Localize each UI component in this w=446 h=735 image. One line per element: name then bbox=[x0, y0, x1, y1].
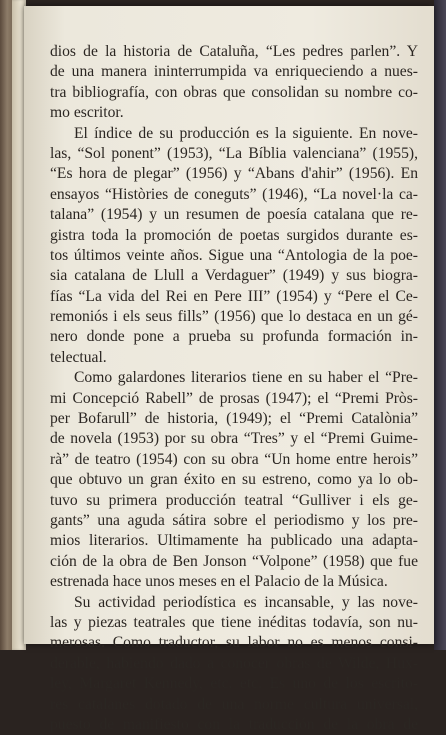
text-line: talana” (1954) y un resumen de poesía catalana que re- bbox=[50, 206, 418, 224]
text-line: Su actividad periodística es incansable, y las nove- bbox=[74, 593, 418, 611]
text-line: merosas. Como traductor, su labor no es menos consi- bbox=[50, 634, 418, 652]
text-line: nero donde pone a prueba su profunda formación in- bbox=[50, 328, 418, 346]
text-line: estrenada hace unos meses en el Palacio de la Música. bbox=[50, 573, 388, 591]
text-line: ción de la obra de Ben Jonson “Volpone” (1958) que fue bbox=[50, 552, 418, 570]
text-line: Como galardones literarios tiene en su haber el “Pre- bbox=[74, 369, 418, 387]
text-line: ensayos “Històries de coneguts” (1946), “La novel·la ca- bbox=[50, 185, 418, 203]
text-line: El índice de su producción es la siguiente. En nove- bbox=[74, 124, 418, 142]
page-text bbox=[50, 42, 418, 735]
text-line: de novela (1953) por su obra “Tres” y el “Premi Guime- bbox=[50, 430, 418, 448]
text-line: las, “Sol ponent” (1953), “La Bíblia valenciana” (1955), bbox=[50, 144, 418, 162]
text-line: las y piezas teatrales que tiene inéditas todavía, son nu- bbox=[50, 613, 418, 631]
text-line: mo escritor. bbox=[50, 104, 124, 122]
text-line: derable, habiendo dado a conocer obras de Wilde, Hux- bbox=[50, 654, 418, 672]
text-line: per Bofarull” de historia, (1949); el “Premi Catalònia” bbox=[50, 410, 418, 428]
text-line: gistra toda la promoción de poetas surgidos durante es- bbox=[50, 226, 418, 244]
book-page bbox=[24, 6, 434, 733]
text-line: gants” una aguda sátira sobre el periodismo y los pre- bbox=[50, 511, 418, 529]
book-cover-edge bbox=[434, 0, 446, 650]
text-line: puesto de manifiesto con la traducción de la obra de bbox=[50, 715, 418, 733]
text-line: ley, Margaret Kennedy, etc. etc. Es uno de los escrito- bbox=[50, 675, 418, 693]
text-line: res catalanes dotado de una norme cultura universal, bbox=[50, 695, 418, 713]
text-line: sia catalana de Llull a Verdaguer” (1949) y sus biogra- bbox=[50, 267, 418, 285]
text-line: rà” de teatro (1954) con su obra “Un home entre herois” bbox=[50, 450, 418, 468]
text-line: mios literarios. Ultimamente ha publicado una adapta- bbox=[50, 532, 418, 550]
text-line: “Es hora de plegar” (1956) y “Abans d'ahir” (1956). En bbox=[50, 165, 418, 183]
text-line: telectual. bbox=[50, 348, 107, 366]
text-line: remoniós i els seus fills” (1956) que lo destaca en un gé- bbox=[50, 308, 418, 326]
text-line: que obtuvo un gran éxito en su estreno, como ya lo ob- bbox=[50, 471, 418, 489]
text-line: dios de la historia de Cataluña, “Les pedres parlen”. Y bbox=[50, 43, 418, 60]
text-line: de una manera ininterrumpida va enriqueciendo a nues- bbox=[50, 63, 418, 81]
text-line: tra bibliografía, con obras que consolidan su nombre co- bbox=[50, 83, 418, 101]
text-line: tuvo su primera producción teatral “Gulliver i els ge- bbox=[50, 491, 418, 509]
text-line: tos últimos veinte años. Sigue una “Antologia de la poe- bbox=[50, 246, 418, 264]
text-line: mi Concepció Rabell” de prosas (1947); el “Premi Pròs- bbox=[50, 389, 418, 407]
text-line: fías “La vida del Rei en Pere III” (1954) y “Pere el Ce- bbox=[50, 287, 418, 305]
